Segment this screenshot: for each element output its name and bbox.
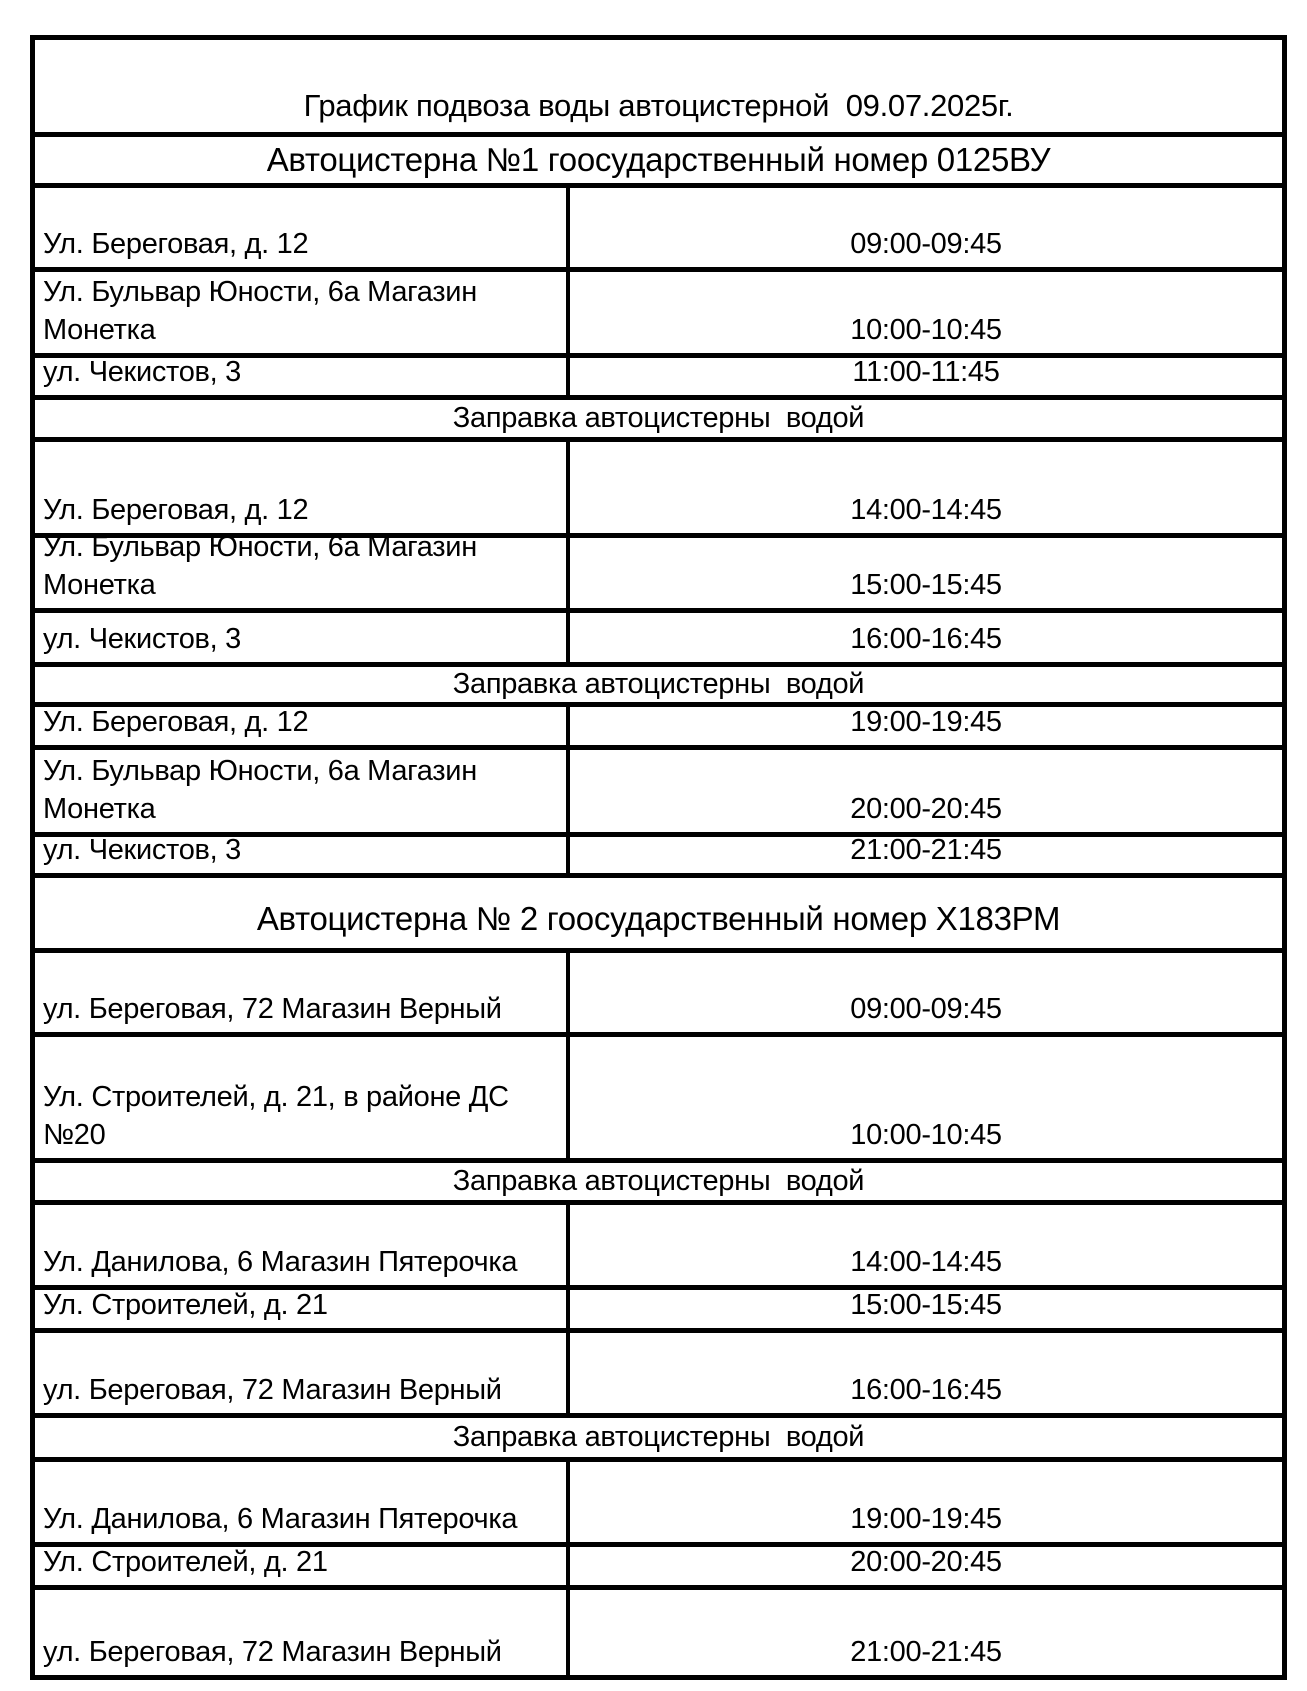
address-cell: Ул. Строителей, д. 21 xyxy=(35,1547,570,1585)
table-row xyxy=(35,707,1282,750)
refill-row: Заправка автоцистерны водой xyxy=(35,1163,1282,1205)
address-cell: Ул. Строителей, д. 21, в районе ДС №20 xyxy=(35,1037,570,1158)
address-cell: Ул. Бульвар Юности, 6а Магазин Монетка xyxy=(35,272,570,353)
table-row xyxy=(35,613,1282,667)
time-cell: 10:00-10:45 xyxy=(850,314,1002,346)
section-1-header: Автоцистерна №1 гоосударственный номер 0125ВУ xyxy=(35,137,1282,188)
table-row xyxy=(35,188,1282,272)
table-row xyxy=(35,531,1282,613)
table-row xyxy=(35,1205,1282,1290)
address-cell: ул. Чекистов, 3 xyxy=(35,358,570,395)
time-cell: 19:00-19:45 xyxy=(850,1503,1002,1535)
table-row xyxy=(35,1462,1282,1547)
time-cell: 15:00-15:45 xyxy=(850,569,1002,601)
table-row xyxy=(35,834,1282,878)
address-cell: ул. Чекистов, 3 xyxy=(35,837,570,873)
table-row xyxy=(35,953,1282,1037)
address-cell: Ул. Береговая, д. 12 xyxy=(35,442,570,533)
address-cell: ул. Береговая, 72 Магазин Верный xyxy=(35,1590,570,1675)
schedule-table xyxy=(30,35,1287,1680)
time-cell: 20:00-20:45 xyxy=(850,793,1002,825)
address-cell: ул. Чекистов, 3 xyxy=(35,613,570,662)
time-cell: 14:00-14:45 xyxy=(850,494,1002,526)
time-cell: 19:00-19:45 xyxy=(850,706,1002,738)
address-cell: Ул. Бульвар Юности, 6а Магазин Монетка xyxy=(35,750,570,832)
table-row xyxy=(35,1333,1282,1418)
refill-row: Заправка автоцистерны водой xyxy=(35,400,1282,442)
table-row xyxy=(35,1547,1282,1590)
address-cell: Ул. Береговая, д. 12 xyxy=(35,188,570,267)
table-row xyxy=(35,442,1282,538)
time-cell: 16:00-16:45 xyxy=(850,623,1002,655)
address-cell: Ул. Бульвар Юности, 6а Магазин Монетка xyxy=(35,538,570,608)
time-cell: 16:00-16:45 xyxy=(850,1374,1002,1406)
table-row xyxy=(35,1290,1282,1333)
address-cell: ул. Береговая, 72 Магазин Верный xyxy=(35,953,570,1032)
table-row xyxy=(35,750,1282,837)
time-cell: 21:00-21:45 xyxy=(850,834,1002,866)
time-cell: 15:00-15:45 xyxy=(850,1289,1002,1321)
section-2-header: Автоцистерна № 2 гоосударственный номер Х183РМ xyxy=(35,878,1282,953)
address-cell: Ул. Строителей, д. 21 xyxy=(35,1290,570,1328)
refill-row: Заправка автоцистерны водой xyxy=(35,1418,1282,1462)
table-row xyxy=(35,1590,1282,1675)
time-cell: 14:00-14:45 xyxy=(850,1246,1002,1278)
address-cell: Ул. Береговая, д. 12 xyxy=(35,707,570,745)
time-cell: 09:00-09:45 xyxy=(850,228,1002,260)
time-cell: 09:00-09:45 xyxy=(850,993,1002,1025)
address-cell: Ул. Данилова, 6 Магазин Пятерочка xyxy=(35,1462,570,1542)
time-cell: 11:00-11:45 xyxy=(852,356,1000,388)
table-row xyxy=(35,1037,1282,1163)
page-title: График подвоза воды автоцистерной 09.07.2025г. xyxy=(35,40,1282,137)
time-cell: 10:00-10:45 xyxy=(850,1119,1002,1151)
address-cell: ул. Береговая, 72 Магазин Верный xyxy=(35,1333,570,1413)
time-cell: 21:00-21:45 xyxy=(850,1636,1002,1668)
address-cell: Ул. Данилова, 6 Магазин Пятерочка xyxy=(35,1205,570,1285)
refill-row: Заправка автоцистерны водой xyxy=(35,667,1282,707)
table-row xyxy=(35,272,1282,358)
table-row xyxy=(35,358,1282,400)
time-cell: 20:00-20:45 xyxy=(850,1546,1002,1578)
